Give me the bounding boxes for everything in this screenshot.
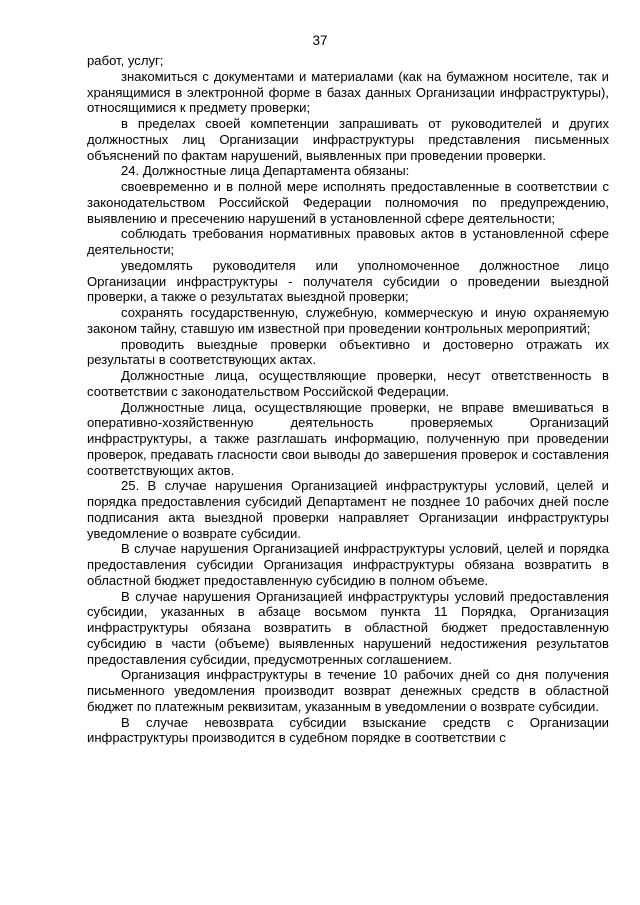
document-body — [87, 53, 609, 746]
paragraph: 24. Должностные лица Департамента обязаны: — [121, 163, 410, 179]
paragraph: В случае нарушения Организацией инфраструктуры условий, целей и порядка предоставления субсидии Организация инфраструктуры обязана возвратить в областной бюджет предоставленную субсидию в полном объеме. — [87, 541, 609, 588]
page-number: 37 — [312, 33, 328, 48]
paragraph: знакомиться с документами и материалами (как на бумажном носителе, так и хранящимися в электронной форме в базах данных Организации инфраструктуры), относящимися к предмету проверки; — [87, 68, 609, 116]
paragraph: В случае нарушения Организацией инфраструктуры условий предоставления субсидии, указанных в абзаце восьмом пункта 11 Порядка, Организация инфраструктуры обязана возвратить в областной бюджет предоставленную субсидию в части (объеме) выявленных нарушений недостижения результатов предоставления субсидии, предусмотренных соглашением. — [87, 588, 609, 667]
paragraph: Должностные лица, осуществляющие проверки, не вправе вмешиваться в оперативно-хозяйственную деятельность проверяемых Организаций инфраструктуры, а также разглашать информацию, полученную при проведении проверок, предавать гласности свои выводы до завершения проверок и составления соответствующих актов. — [87, 399, 609, 478]
paragraph: уведомлять руководителя или уполномоченное должностное лицо Организации инфраструктуры - получателя субсидии о проведении выездной проверки, а также о результатах выездной проверки; — [87, 257, 609, 305]
paragraph: соблюдать требования нормативных правовых актов в установленной сфере деятельности; — [87, 226, 609, 257]
paragraph: в пределах своей компетенции запрашивать от руководителей и других должностных лиц Организации инфраструктуры представления письменных объяснений по фактам нарушений, выявленных при проведении проверки. — [87, 116, 609, 163]
paragraph: своевременно и в полной мере исполнять предоставленные в соответствии с законодательством Российской Федерации полномочия по предупреждению, выявлению и пресечению нарушений в установленной сфере деятельности; — [87, 179, 609, 226]
paragraph: Должностные лица, осуществляющие проверки, несут ответственность в соответствии с законодательством Российской Федерации. — [87, 368, 609, 399]
paragraph: проводить выездные проверки объективно и достоверно отражать их результаты в соответствующих актах. — [87, 336, 609, 368]
paragraph: В случае невозврата субсидии взыскание средств с Организации инфраструктуры производится в судебном порядке в соответствии с — [87, 714, 609, 746]
paragraph: работ, услуг; — [87, 53, 164, 68]
paragraph: 25. В случае нарушения Организацией инфраструктуры условий, целей и порядка предоставления субсидий Департамент не позднее 10 рабочих дней после подписания акта выездной проверки направляет Организации инфраструктуры уведомление о возврате субсидии. — [87, 478, 609, 541]
paragraph: сохранять государственную, служебную, коммерческую и иную охраняемую законом тайну, ставшую им известной при проведении контрольных мероприятий; — [87, 305, 609, 336]
paragraph: Организация инфраструктуры в течение 10 рабочих дней со дня получения письменного уведомления производит возврат денежных средств в областной бюджет по платежным реквизитам, указанным в уведомлении о возврате субсидии. — [87, 667, 609, 714]
